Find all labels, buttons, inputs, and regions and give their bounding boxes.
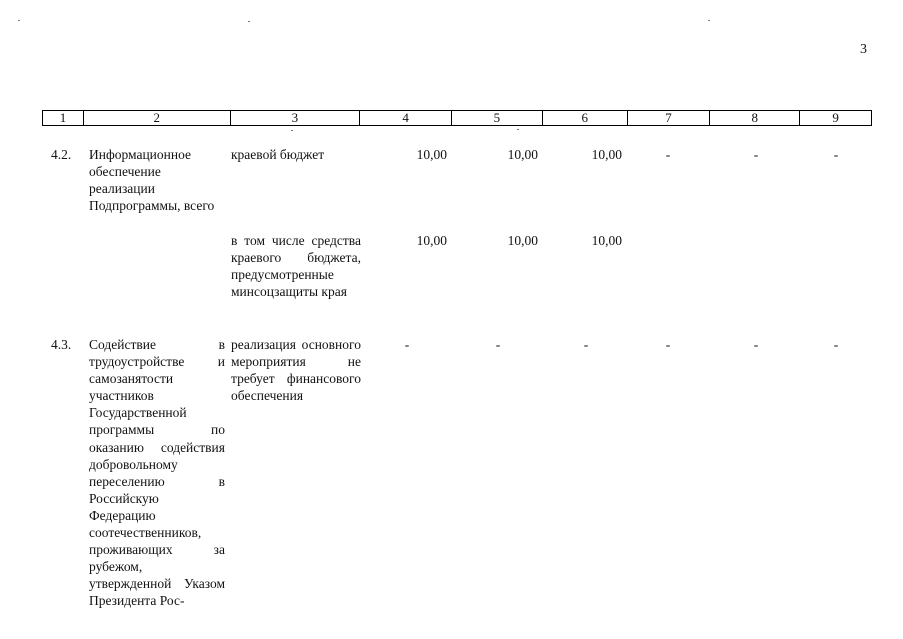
- cell-col-4: 10,00: [416, 233, 447, 248]
- row-source: в том числе средства краевого бюджета, предусмотренные минсоцзащиты края: [231, 233, 361, 300]
- header-col-9: 9: [832, 110, 839, 125]
- row-number: 4.3.: [51, 337, 72, 352]
- cell-col-5: -: [495, 337, 501, 352]
- cell-col-5: 10,00: [507, 147, 538, 162]
- row-source: реализация основного мероприятия не требует финансового обеспечения: [231, 337, 361, 404]
- header-col-3: 3: [231, 111, 361, 125]
- cell-col-9: -: [833, 147, 839, 162]
- row-number: 4.2.: [51, 147, 72, 162]
- header-col-5: 5: [452, 111, 543, 125]
- row-name: Информационное обеспечение реализации Подпрограммы, всего: [89, 147, 215, 214]
- header-col-2: 2: [84, 111, 231, 125]
- row-source: краевой бюджет: [231, 147, 325, 162]
- cell-col-8: -: [753, 147, 759, 162]
- cell-col-4: 10,00: [416, 147, 447, 162]
- cell-col-6: -: [583, 337, 589, 352]
- cell-col-6: 10,00: [591, 147, 622, 162]
- cell-col-8: -: [753, 337, 759, 352]
- header-col-7: 7: [628, 111, 711, 125]
- header-col-1: 1: [43, 111, 84, 125]
- scan-speck: [291, 130, 293, 131]
- header-col-4: 4: [360, 111, 452, 125]
- cell-col-9: -: [833, 337, 839, 352]
- cell-col-7: -: [665, 147, 671, 162]
- scan-speck: [708, 20, 710, 21]
- row-name: Содействие в трудоустройстве и самозанятости участников Государственной программы по оказанию содействия добровольному переселению в Российскую Федерацию соотечественников, проживающих за рубежом, утвержденной Указом Президента Рос-: [89, 337, 225, 609]
- scan-speck: [18, 20, 20, 21]
- scan-speck: [517, 129, 519, 130]
- cell-col-5: 10,00: [507, 233, 538, 248]
- cell-col-7: -: [665, 337, 671, 352]
- page-number: 3: [860, 42, 867, 57]
- scan-speck: [248, 21, 250, 22]
- cell-col-6: 10,00: [591, 233, 622, 248]
- cell-col-4: -: [404, 337, 410, 352]
- header-col-6: 6: [543, 111, 628, 125]
- table-header-row: [42, 110, 872, 126]
- header-col-8: 8: [710, 111, 800, 125]
